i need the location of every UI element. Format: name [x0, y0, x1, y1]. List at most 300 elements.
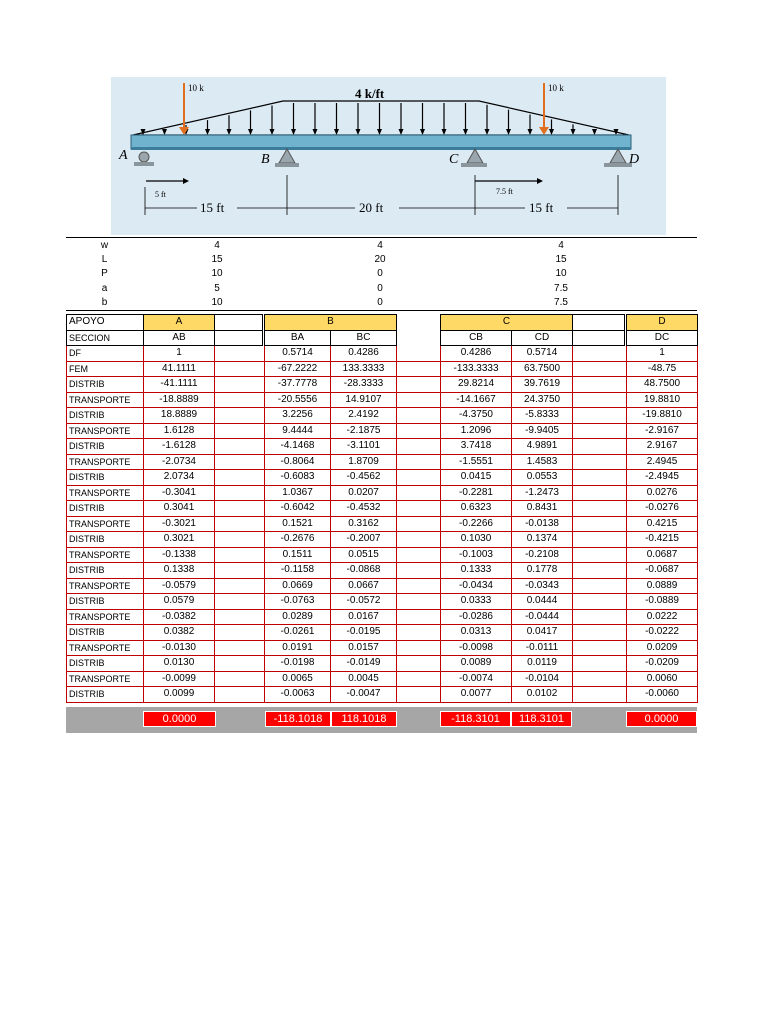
cell-cd: -1.2473	[512, 485, 573, 501]
spacer	[215, 609, 263, 625]
point-load-right-label: 10 k	[548, 83, 564, 93]
cell-cb: 0.1333	[441, 563, 512, 579]
cell-cb: 0.0089	[441, 656, 512, 672]
cell-bc: 0.0207	[331, 485, 397, 501]
load-arrow-head	[356, 129, 361, 135]
parameter-row	[66, 267, 697, 281]
parameter-value: 7.5	[469, 296, 653, 311]
spacer	[397, 361, 439, 377]
cell-cb: -0.0098	[441, 640, 512, 656]
spacer	[397, 609, 439, 625]
cell-ab: 1	[144, 346, 215, 362]
cell-cb: -0.0074	[441, 671, 512, 687]
row-label: DISTRIB	[67, 439, 144, 455]
table-row	[67, 516, 698, 532]
spacer	[397, 671, 439, 687]
cell-cd: 63.7500	[512, 361, 573, 377]
spacer	[573, 315, 625, 331]
cell-dc: -0.0060	[627, 687, 698, 703]
cell-ab: -2.0734	[144, 454, 215, 470]
distributed-load-label: 4 k/ft	[355, 86, 385, 101]
point-load-left-label: 10 k	[188, 83, 204, 93]
beam	[131, 135, 631, 149]
row-label: DISTRIB	[67, 501, 144, 517]
total-bc: 118.1018	[331, 711, 397, 727]
spacer	[397, 578, 439, 594]
cell-ba: -0.0063	[265, 687, 331, 703]
spacer	[573, 656, 625, 672]
cell-ab: -0.1338	[144, 547, 215, 563]
spacer	[573, 330, 625, 346]
cell-dc: 0.0222	[627, 609, 698, 625]
table-row	[67, 594, 698, 610]
cell-ba: -0.1158	[265, 563, 331, 579]
row-label: TRANSPORTE	[67, 640, 144, 656]
spacer	[573, 439, 625, 455]
cell-ba: 1.0367	[265, 485, 331, 501]
row-label: DISTRIB	[67, 563, 144, 579]
table-row	[67, 671, 698, 687]
table-row	[67, 532, 698, 548]
spacer	[215, 563, 263, 579]
cell-cd: 1.4583	[512, 454, 573, 470]
total-cd: 118.3101	[511, 711, 572, 727]
load-arrow-head	[485, 129, 490, 135]
cell-cd: -0.0343	[512, 578, 573, 594]
cell-bc: 0.0515	[331, 547, 397, 563]
cell-ab: 0.3021	[144, 532, 215, 548]
load-arrow-head	[377, 129, 382, 135]
row-label: DISTRIB	[67, 656, 144, 672]
cell-cd: -0.0138	[512, 516, 573, 532]
load-arrow-head	[227, 129, 232, 135]
cell-cb: -0.1003	[441, 547, 512, 563]
parameters-table	[66, 237, 697, 311]
row-label: TRANSPORTE	[67, 609, 144, 625]
cell-cd: 39.7619	[512, 377, 573, 393]
cell-cb: 0.0415	[441, 470, 512, 486]
dim-a-label: 5 ft	[155, 190, 166, 199]
parameter-label: a	[101, 282, 108, 294]
spacer	[215, 330, 263, 346]
cell-bc: -0.0149	[331, 656, 397, 672]
cell-cd: 0.1778	[512, 563, 573, 579]
row-label: DISTRIB	[67, 532, 144, 548]
span1-label: 15 ft	[200, 200, 225, 215]
parameter-label: b	[66, 296, 143, 311]
cell-bc: 0.0157	[331, 640, 397, 656]
spacer	[397, 625, 439, 641]
section-bc: BC	[331, 330, 397, 346]
row-label: TRANSPORTE	[67, 423, 144, 439]
cell-dc: 0.0276	[627, 485, 698, 501]
total-dc: 0.0000	[626, 711, 697, 727]
cell-ab: 0.0099	[144, 687, 215, 703]
table-row	[67, 439, 698, 455]
spacer	[653, 267, 697, 281]
spacer	[215, 392, 263, 408]
spacer	[215, 501, 263, 517]
parameter-value: 4	[469, 238, 653, 253]
cell-bc: -0.0195	[331, 625, 397, 641]
load-arrow-head	[270, 129, 275, 135]
parameter-row	[66, 281, 697, 295]
section-header-row	[67, 330, 698, 346]
cell-bc: 0.4286	[331, 346, 397, 362]
load-arrow-head	[506, 129, 511, 135]
spacer	[397, 640, 439, 656]
table-row	[67, 625, 698, 641]
cell-ba: -0.6042	[265, 501, 331, 517]
row-label: TRANSPORTE	[67, 454, 144, 470]
apoyo-label: APOYO	[67, 315, 144, 331]
cell-ba: 0.0289	[265, 609, 331, 625]
load-arrow-head	[162, 129, 167, 135]
total-ab: 0.0000	[143, 711, 216, 727]
cell-ab: -0.0099	[144, 671, 215, 687]
load-arrow-head	[592, 129, 597, 135]
load-arrow-head	[291, 129, 296, 135]
cell-ba: 0.1511	[265, 547, 331, 563]
parameter-row	[66, 238, 697, 253]
row-label: DISTRIB	[67, 687, 144, 703]
spacer	[215, 578, 263, 594]
spacer	[397, 594, 439, 610]
cell-ab: 18.8889	[144, 408, 215, 424]
spacer	[397, 532, 439, 548]
row-label: DISTRIB	[67, 470, 144, 486]
table-row	[67, 640, 698, 656]
spacer	[215, 594, 263, 610]
cell-bc: 2.4192	[331, 408, 397, 424]
spacer	[215, 625, 263, 641]
beam-shadow	[131, 147, 631, 150]
cell-ba: -0.2676	[265, 532, 331, 548]
table-row	[67, 578, 698, 594]
cell-dc: 1	[627, 346, 698, 362]
cell-cb: 0.0313	[441, 625, 512, 641]
load-arrow-head	[463, 129, 468, 135]
spacer	[215, 671, 263, 687]
cell-ba: -0.6083	[265, 470, 331, 486]
cell-dc: 0.0889	[627, 578, 698, 594]
cell-cb: 3.7418	[441, 439, 512, 455]
row-label: DISTRIB	[67, 377, 144, 393]
parameter-value: 0	[377, 282, 383, 294]
cell-cb: -14.1667	[441, 392, 512, 408]
cell-cd: 24.3750	[512, 392, 573, 408]
cell-dc: 0.0209	[627, 640, 698, 656]
cell-bc: -2.1875	[331, 423, 397, 439]
spacer	[573, 594, 625, 610]
cell-ba: 0.0669	[265, 578, 331, 594]
spacer	[215, 423, 263, 439]
cell-dc: -0.0687	[627, 563, 698, 579]
table-row	[67, 547, 698, 563]
parameter-value: 7.5	[554, 282, 568, 294]
row-label: DISTRIB	[67, 408, 144, 424]
spacer	[397, 485, 439, 501]
parameter-row	[66, 252, 697, 266]
cell-cb: -0.0286	[441, 609, 512, 625]
section-cb: CB	[441, 330, 512, 346]
parameter-value: 10	[555, 268, 567, 280]
spacer	[653, 296, 697, 311]
cell-bc: -0.4532	[331, 501, 397, 517]
cell-dc: -2.4945	[627, 470, 698, 486]
cell-cb: 0.0077	[441, 687, 512, 703]
table-row	[67, 687, 698, 703]
cell-ba: -0.0198	[265, 656, 331, 672]
cell-ba: -67.2222	[265, 361, 331, 377]
cell-bc: 0.0045	[331, 671, 397, 687]
parameter-value: 15	[211, 254, 223, 266]
cell-ab: -1.6128	[144, 439, 215, 455]
spacer	[573, 578, 625, 594]
dim-a-arrowhead	[183, 178, 189, 184]
cell-cd: -9.9405	[512, 423, 573, 439]
support-a-header: A	[144, 315, 215, 331]
cell-ab: -0.0130	[144, 640, 215, 656]
spacer	[215, 377, 263, 393]
table-row	[67, 361, 698, 377]
table-row	[67, 563, 698, 579]
spacer	[573, 454, 625, 470]
cell-bc: -28.3333	[331, 377, 397, 393]
parameter-label: w	[66, 238, 143, 253]
cell-cd: -0.2108	[512, 547, 573, 563]
seccion-label: SECCION	[67, 330, 144, 346]
parameter-label: P	[101, 268, 108, 280]
table-row	[67, 470, 698, 486]
cell-cd: 0.0417	[512, 625, 573, 641]
cell-dc: 0.4215	[627, 516, 698, 532]
cell-dc: -0.4215	[627, 532, 698, 548]
spacer	[215, 361, 263, 377]
parameter-value: 10	[143, 296, 291, 311]
cell-ab: -0.3021	[144, 516, 215, 532]
load-arrow-head	[205, 129, 210, 135]
row-label: DISTRIB	[67, 625, 144, 641]
load-arrow-head	[313, 129, 318, 135]
cell-ab: 1.6128	[144, 423, 215, 439]
parameter-value: 0	[377, 268, 383, 280]
row-label: FEM	[67, 361, 144, 377]
support-b	[275, 149, 299, 167]
row-label: TRANSPORTE	[67, 516, 144, 532]
support-d-header: D	[627, 315, 698, 331]
cell-ba: 0.0191	[265, 640, 331, 656]
cell-ba: 0.1521	[265, 516, 331, 532]
spacer	[573, 671, 625, 687]
cell-bc: 14.9107	[331, 392, 397, 408]
cell-cb: -133.3333	[441, 361, 512, 377]
cell-ab: -0.0579	[144, 578, 215, 594]
cell-cb: -1.5551	[441, 454, 512, 470]
row-label: TRANSPORTE	[67, 671, 144, 687]
spacer	[215, 315, 263, 331]
cell-ba: 9.4444	[265, 423, 331, 439]
parameter-row	[66, 296, 697, 311]
point-load-right-head	[539, 127, 549, 135]
table-row	[67, 346, 698, 362]
cell-cb: 29.8214	[441, 377, 512, 393]
spacer	[215, 485, 263, 501]
section-ba: BA	[265, 330, 331, 346]
spacer	[573, 361, 625, 377]
spacer	[573, 377, 625, 393]
row-label: TRANSPORTE	[67, 392, 144, 408]
cell-ba: 3.2256	[265, 408, 331, 424]
cell-cd: 0.0444	[512, 594, 573, 610]
cell-cd: 4.9891	[512, 439, 573, 455]
support-d	[604, 149, 632, 167]
cell-dc: 0.0687	[627, 547, 698, 563]
spacer	[397, 408, 439, 424]
cell-bc: -3.1101	[331, 439, 397, 455]
cell-ba: -0.0763	[265, 594, 331, 610]
dim-c-label: 7.5 ft	[496, 187, 513, 196]
spacer	[215, 346, 263, 362]
spacer	[397, 516, 439, 532]
parameter-value: 10	[211, 268, 223, 280]
cell-dc: -0.0889	[627, 594, 698, 610]
spacer	[215, 408, 263, 424]
support-label-c: C	[449, 152, 459, 167]
spacer	[573, 470, 625, 486]
spacer	[215, 656, 263, 672]
parameter-value: 4	[291, 238, 469, 253]
cell-dc: 19.8810	[627, 392, 698, 408]
cell-ab: 0.0579	[144, 594, 215, 610]
row-label: TRANSPORTE	[67, 578, 144, 594]
cell-cd: 0.0119	[512, 656, 573, 672]
cell-bc: 0.0167	[331, 609, 397, 625]
cell-bc: -0.4562	[331, 470, 397, 486]
parameter-label: L	[101, 254, 108, 266]
cell-bc: 0.0667	[331, 578, 397, 594]
cell-bc: 0.3162	[331, 516, 397, 532]
spacer	[397, 346, 439, 362]
cell-ab: -0.3041	[144, 485, 215, 501]
cell-dc: 48.7500	[627, 377, 698, 393]
load-arrow-head	[334, 129, 339, 135]
load-arrow-head	[549, 129, 554, 135]
cell-ab: 41.1111	[144, 361, 215, 377]
spacer	[215, 532, 263, 548]
spacer	[573, 687, 625, 703]
support-label-d: D	[629, 152, 640, 167]
cell-ab: 0.3041	[144, 501, 215, 517]
cell-ba: -37.7778	[265, 377, 331, 393]
spacer	[573, 609, 625, 625]
support-label-a: A	[119, 148, 128, 163]
table-row	[67, 392, 698, 408]
cell-dc: 2.4945	[627, 454, 698, 470]
cell-cd: 0.1374	[512, 532, 573, 548]
cell-ab: 0.1338	[144, 563, 215, 579]
load-arrow-head	[248, 129, 253, 135]
support-a	[134, 152, 154, 166]
cell-cd: -0.0111	[512, 640, 573, 656]
spacer	[397, 470, 439, 486]
table-row	[67, 656, 698, 672]
cell-bc: -0.0572	[331, 594, 397, 610]
cell-cd: 0.5714	[512, 346, 573, 362]
cell-dc: -0.0276	[627, 501, 698, 517]
spacer	[397, 501, 439, 517]
spacer	[397, 377, 439, 393]
cell-ba: -4.1468	[265, 439, 331, 455]
cell-cd: 0.8431	[512, 501, 573, 517]
row-label: DF	[67, 346, 144, 362]
section-ab: AB	[144, 330, 215, 346]
spacer	[573, 346, 625, 362]
table-row	[67, 609, 698, 625]
spacer	[397, 315, 439, 331]
section-cd: CD	[512, 330, 573, 346]
cell-ab: 0.0130	[144, 656, 215, 672]
table-row	[67, 423, 698, 439]
spacer	[573, 563, 625, 579]
spacer	[573, 625, 625, 641]
cell-dc: -0.0209	[627, 656, 698, 672]
cell-cb: 0.6323	[441, 501, 512, 517]
load-arrow-head	[528, 129, 533, 135]
cell-ba: 0.5714	[265, 346, 331, 362]
cell-cd: 0.0102	[512, 687, 573, 703]
support-header-row	[67, 315, 698, 331]
cell-cb: -0.0434	[441, 578, 512, 594]
spacer	[653, 281, 697, 295]
load-arrow-head	[420, 129, 425, 135]
cell-cb: -0.2266	[441, 516, 512, 532]
table-row	[67, 485, 698, 501]
row-label: DISTRIB	[67, 594, 144, 610]
moment-distribution-table	[66, 314, 698, 703]
cell-dc: 2.9167	[627, 439, 698, 455]
totals-row	[66, 707, 697, 733]
cell-cb: -0.2281	[441, 485, 512, 501]
cell-dc: -0.0222	[627, 625, 698, 641]
spacer	[397, 687, 439, 703]
spacer	[397, 656, 439, 672]
table-row	[67, 377, 698, 393]
cell-bc: -0.0868	[331, 563, 397, 579]
spacer	[573, 485, 625, 501]
support-label-b: B	[261, 152, 270, 167]
cell-ab: -0.0382	[144, 609, 215, 625]
cell-cb: 0.1030	[441, 532, 512, 548]
spacer	[215, 470, 263, 486]
dim-c-arrowhead	[537, 178, 543, 184]
spacer	[397, 547, 439, 563]
spacer	[397, 563, 439, 579]
spacer	[215, 687, 263, 703]
support-c	[461, 149, 487, 167]
cell-bc: 1.8709	[331, 454, 397, 470]
table-row	[67, 501, 698, 517]
cell-cd: -0.0104	[512, 671, 573, 687]
spacer	[397, 423, 439, 439]
spacer	[573, 532, 625, 548]
cell-ba: -0.8064	[265, 454, 331, 470]
cell-bc: 133.3333	[331, 361, 397, 377]
span2-label: 20 ft	[359, 200, 384, 215]
beam-diagram	[111, 77, 666, 235]
span3-label: 15 ft	[529, 200, 554, 215]
cell-bc: -0.0047	[331, 687, 397, 703]
